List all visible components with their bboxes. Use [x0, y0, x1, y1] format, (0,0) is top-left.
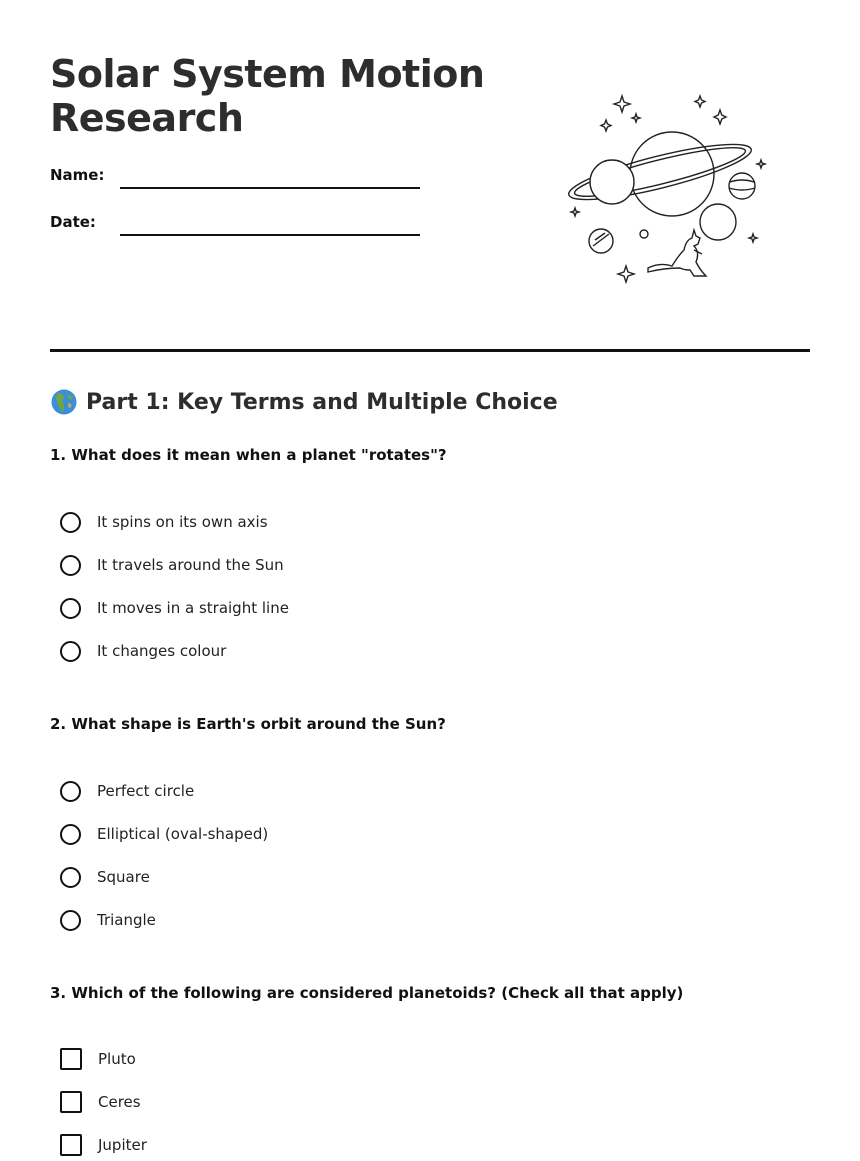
radio-button[interactable] — [60, 598, 81, 619]
radio-button[interactable] — [60, 824, 81, 845]
option-label: It changes colour — [97, 642, 227, 660]
date-label: Date: — [50, 213, 96, 231]
checkbox[interactable] — [60, 1048, 82, 1070]
option-label: Perfect circle — [97, 782, 195, 800]
option-label: Pluto — [98, 1050, 136, 1068]
name-label: Name: — [50, 166, 105, 184]
name-field[interactable] — [120, 187, 420, 189]
radio-button[interactable] — [60, 555, 81, 576]
radio-button[interactable] — [60, 867, 81, 888]
question-2-option-3[interactable] — [60, 864, 150, 890]
globe-icon — [50, 388, 78, 416]
option-label: Jupiter — [98, 1136, 147, 1154]
radio-button[interactable] — [60, 512, 81, 533]
question-3: 3. Which of the following are considered planetoids? (Check all that apply) — [50, 984, 684, 1002]
option-label: Square — [97, 868, 150, 886]
question-1-option-3[interactable] — [60, 595, 289, 621]
option-label: Elliptical (oval-shaped) — [97, 825, 269, 843]
radio-button[interactable] — [60, 781, 81, 802]
question-2: 2. What shape is Earth's orbit around the Sun? — [50, 715, 446, 733]
question-2-option-4[interactable] — [60, 907, 156, 933]
date-field[interactable] — [120, 234, 420, 236]
planets-with-kangaroo-icon — [560, 90, 770, 290]
section-divider — [50, 349, 810, 352]
section-heading-text: Part 1: Key Terms and Multiple Choice — [86, 389, 558, 415]
question-1-option-2[interactable] — [60, 552, 284, 578]
question-3-option-1[interactable] — [60, 1046, 136, 1072]
question-1-option-1[interactable] — [60, 509, 268, 535]
option-label: It spins on its own axis — [97, 513, 268, 531]
question-1-option-4[interactable] — [60, 638, 226, 664]
question-2-option-1[interactable] — [60, 778, 194, 804]
option-label: It moves in a straight line — [97, 599, 289, 617]
question-2-option-2[interactable] — [60, 821, 268, 847]
radio-button[interactable] — [60, 910, 81, 931]
question-3-option-2[interactable] — [60, 1089, 141, 1115]
checkbox[interactable] — [60, 1091, 82, 1113]
question-1: 1. What does it mean when a planet "rotates"? — [50, 446, 447, 464]
option-label: It travels around the Sun — [97, 556, 284, 574]
question-3-option-3[interactable] — [60, 1132, 147, 1158]
option-label: Ceres — [98, 1093, 141, 1111]
checkbox[interactable] — [60, 1134, 82, 1156]
radio-button[interactable] — [60, 641, 81, 662]
page-title: Solar System Motion Research — [50, 52, 485, 140]
section-heading-part-1 — [50, 388, 558, 416]
option-label: Triangle — [97, 911, 156, 929]
